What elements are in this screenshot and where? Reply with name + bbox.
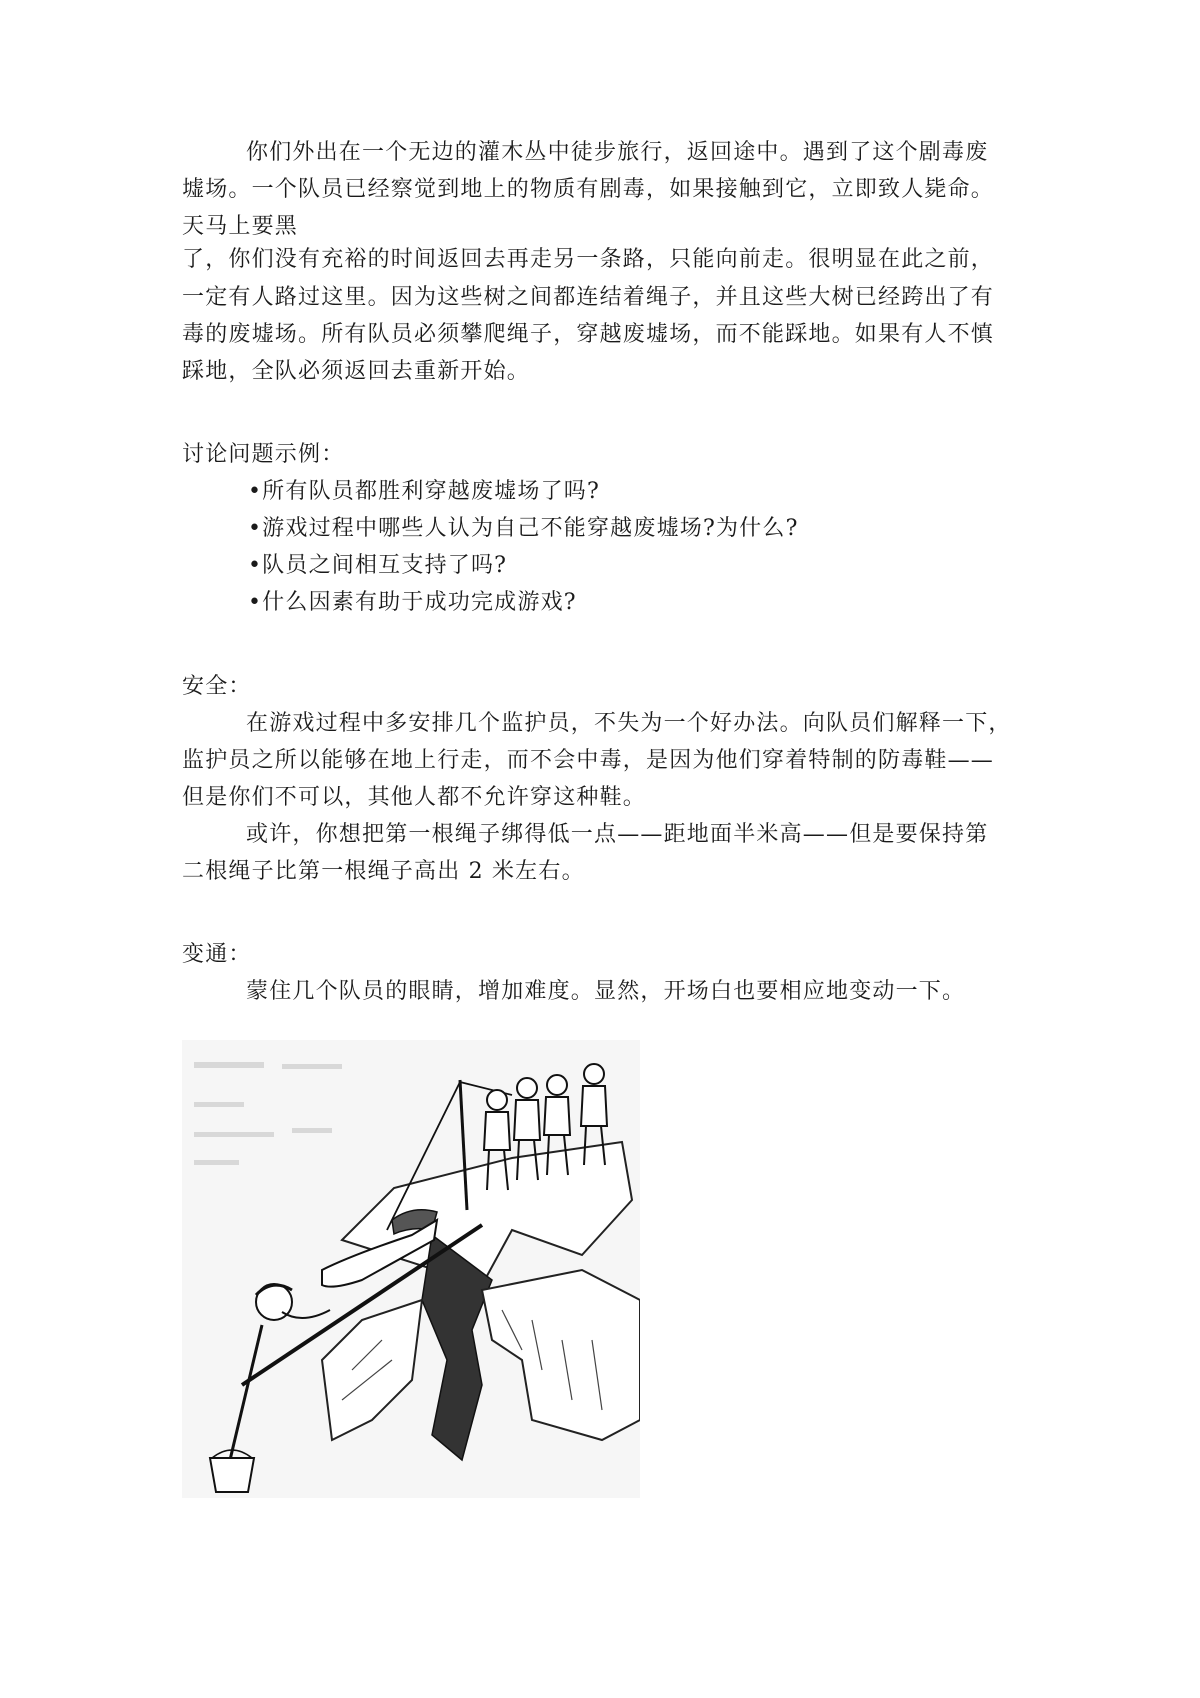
safety-line-1: 在游戏过程中多安排几个监护员，不失为一个好办法。向队员们解释一下， bbox=[246, 711, 1012, 736]
safety-line-4: 或许，你想把第一根绳子绑得低一点——距地面半米高——但是要保持第 bbox=[246, 822, 989, 847]
variation-text: 蒙住几个队员的眼睛，增加难度。显然，开场白也要相应地变动一下。 bbox=[246, 979, 966, 1004]
discussion-item-3: •队员之间相互支持了吗? bbox=[248, 553, 508, 578]
intro-line-7: 踩地，全队必须返回去重新开始。 bbox=[182, 359, 531, 384]
intro-line-6: 毒的废墟场。所有队员必须攀爬绳子，穿越废墟场，而不能踩地。如果有人不慎 bbox=[182, 322, 995, 347]
cartoon-illustration bbox=[182, 1040, 640, 1498]
discussion-item-1: •所有队员都胜利穿越废墟场了吗? bbox=[248, 479, 600, 504]
safety-label: 安全： bbox=[182, 674, 252, 699]
safety-line-5: 二根绳子比第一根绳子高出 2 米左右。 bbox=[182, 859, 585, 884]
intro-line-5: 一定有人路过这里。因为这些树之间都连结着绳子，并且这些大树已经跨出了有 bbox=[182, 285, 995, 310]
safety-line-2: 监护员之所以能够在地上行走，而不会中毒，是因为他们穿着特制的防毒鞋—— bbox=[182, 748, 995, 773]
safety-line-3: 但是你们不可以，其他人都不允许穿这种鞋。 bbox=[182, 785, 647, 810]
intro-line-1: 你们外出在一个无边的灌木丛中徒步旅行，返回途中。遇到了这个剧毒废 bbox=[246, 140, 989, 165]
intro-line-3: 天马上要黑 bbox=[182, 214, 299, 239]
intro-line-2: 墟场。一个队员已经察觉到地上的物质有剧毒，如果接触到它，立即致人毙命。 bbox=[182, 177, 995, 202]
variation-label: 变通： bbox=[182, 942, 252, 967]
discussion-label: 讨论问题示例： bbox=[182, 442, 345, 467]
discussion-item-2: •游戏过程中哪些人认为自己不能穿越废墟场?为什么? bbox=[248, 516, 799, 541]
intro-line-4: 了，你们没有充裕的时间返回去再走另一条路，只能向前走。很明显在此之前， bbox=[182, 247, 995, 272]
discussion-item-4: •什么因素有助于成功完成游戏? bbox=[248, 590, 577, 615]
